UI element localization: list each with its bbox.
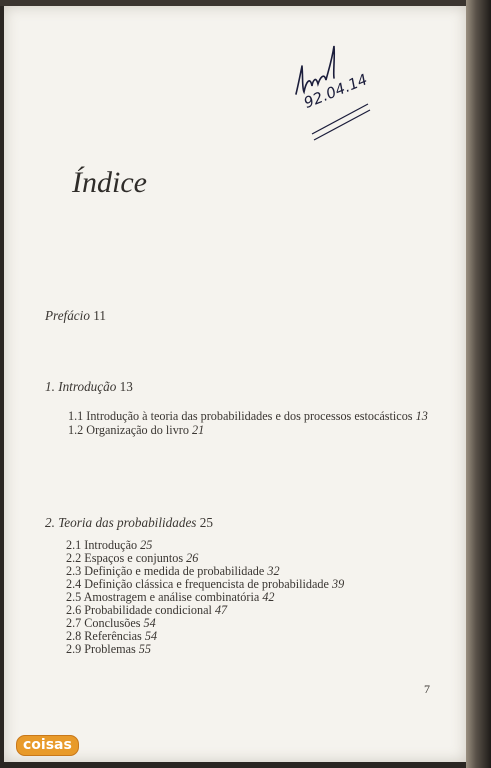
section-1-page: 13: [119, 379, 133, 394]
item-page: 39: [331, 577, 345, 591]
item-page: 55: [138, 642, 151, 656]
section-1-label: 1. Introdução: [45, 379, 117, 394]
item-page: 42: [262, 590, 275, 604]
item-title: Conclusões: [84, 616, 141, 630]
item-number: 2.4: [66, 577, 82, 591]
watermark-logo: coisas: [16, 735, 79, 756]
item-page: 54: [143, 616, 156, 630]
item-number: 2.2: [66, 551, 82, 565]
item-title: Definição clássica e frequencista de probabilidade: [84, 577, 329, 591]
item-number: 1.1: [68, 409, 84, 423]
item-page: 26: [186, 551, 199, 565]
item-page: 47: [214, 603, 228, 617]
item-title: Espaços e conjuntos: [84, 551, 184, 565]
handwritten-date: 92.04.14: [301, 70, 370, 112]
item-title: Introdução à teoria das probabilidades e dos processos estocásticos: [86, 409, 413, 423]
handwritten-annotation: [286, 36, 386, 146]
item-title: Referências: [84, 629, 142, 643]
book-spine: [466, 0, 491, 768]
item-page: 25: [140, 538, 153, 552]
toc-item-1-1: [68, 409, 428, 424]
item-number: 2.6: [66, 603, 82, 617]
item-page: 13: [415, 409, 428, 423]
item-number: 1.2: [68, 423, 84, 437]
item-title: Probabilidade condicional: [84, 603, 212, 617]
item-number: 2.9: [66, 642, 82, 656]
section-2-label: 2. Teoria das probabilidades: [45, 515, 197, 530]
item-title: Introdução: [84, 538, 138, 552]
toc-section-1: [45, 379, 133, 395]
item-title: Amostragem e análise combinatória: [83, 590, 260, 604]
item-page: 21: [191, 423, 205, 437]
item-number: 2.8: [66, 629, 82, 643]
item-page: 54: [144, 629, 158, 643]
toc-item-1-2: [68, 423, 204, 438]
item-title: Organização do livro: [86, 423, 189, 437]
item-title: Definição e medida de probabilidade: [84, 564, 265, 578]
item-number: 2.7: [66, 616, 82, 630]
preface-label: Prefácio: [45, 308, 90, 323]
page-title: Índice: [72, 166, 147, 199]
preface-page: 11: [93, 308, 106, 323]
book-page: [4, 6, 466, 762]
toc-section-2: [45, 515, 213, 531]
section-2-page: 25: [199, 515, 213, 530]
page-number: 7: [424, 682, 430, 696]
item-number: 2.1: [66, 538, 82, 552]
item-number: 2.3: [66, 564, 82, 578]
toc-preface: [45, 308, 106, 324]
item-title: Problemas: [84, 642, 136, 656]
toc-item-2-9: [66, 642, 151, 657]
item-page: 32: [267, 564, 280, 578]
item-number: 2.5: [66, 590, 82, 604]
